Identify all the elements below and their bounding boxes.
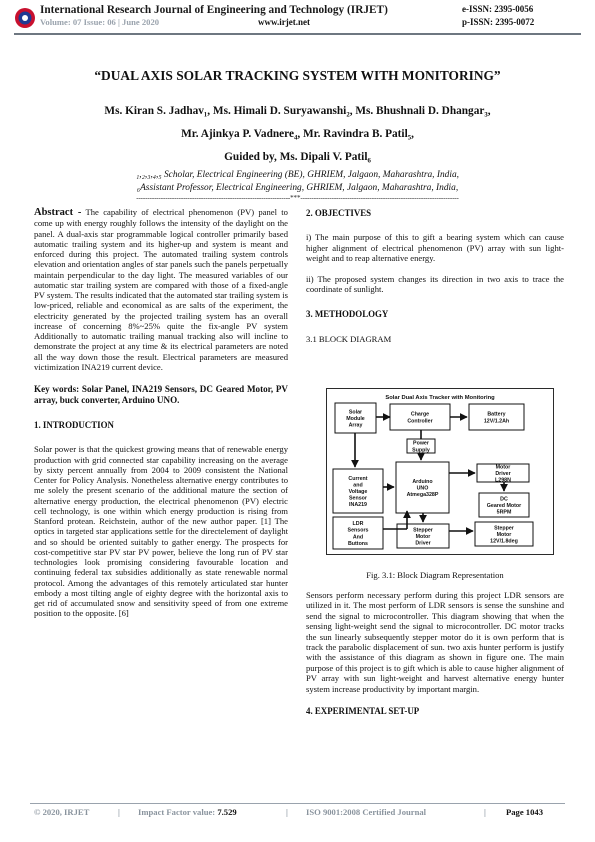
- block-label-stepper-motor: Stepper: [494, 525, 514, 532]
- footer-iso: ISO 9001:2008 Certified Journal: [306, 807, 427, 817]
- block-arduino: [396, 462, 449, 513]
- left-column: [34, 207, 288, 619]
- block-label-stepper-motor: 12V/1.8deg: [490, 538, 518, 545]
- footer-divider: [30, 803, 565, 804]
- block-dc-motor: [479, 493, 529, 517]
- right-column-top: [306, 208, 564, 344]
- block-label-charge: Charge: [410, 411, 430, 418]
- block-label-arduino: Atmega328P: [406, 492, 439, 499]
- block-ldr: [333, 517, 383, 549]
- right-column-bottom: [306, 559, 564, 716]
- abstract: [34, 207, 288, 372]
- authors-line-1: Ms. Kiran S. Jadhav₁, Ms. Himali D. Suryawanshi₂, Ms. Bhushnali D. Dhangar₃,: [104, 105, 491, 117]
- block-solar: [335, 403, 376, 433]
- footer-separator: |: [484, 807, 486, 817]
- block-label-solar: Solar: [348, 409, 363, 416]
- block-label-ldr: And: [352, 534, 364, 541]
- block-current: [333, 469, 383, 513]
- objective-2: ii) The proposed system changes its direction in two axis to trace the coordinate of sunlight.: [306, 274, 564, 295]
- block-charge: [390, 404, 450, 430]
- impact-value: 7.529: [217, 807, 237, 817]
- footer-separator: |: [118, 807, 120, 817]
- authors-line-2: Mr. Ajinkya P. Vadnere₄, Mr. Ravindra B. Patil₅,: [181, 128, 414, 140]
- block-battery: [469, 404, 524, 430]
- block-label-motor-driver: L298N: [495, 477, 511, 484]
- e-issn: e-ISSN: 2395-0056: [462, 4, 534, 14]
- block-label-motor-driver: Motor: [495, 464, 511, 471]
- abstract-text: The capability of electrical phenomenon (PV) panel to come up with energy roughly follows the intensity of the daylight on the panel. A dual-axis star programmable logical controller primarily based automatic trailing system and its higher-up and system is meant and enforced during this project. The automated trailing system controls elevation and orientation angles of star panels such the panels perpetually maintain perpendicular to the day light. The measured variables of our automatic star trailing system are compared with those of a fixed-angle PV system. The results indicated that the automated star trailing system is low-priced, reliable and economical as are salts of the experiment, the electricity generated by the projected trailing system has an overall increase of concerning 8%~25% quite the fix-angle PV system Additionally to automatic trailing manual tracking also will incline to demonstrate the project at any time & its electrical parameters are noted all the way down those the result. Electrical parameters are measured victimization INA219 current device.: [34, 207, 288, 372]
- block-label-current: and: [353, 482, 363, 489]
- figure-caption: Fig. 3.1: Block Diagram Representation: [366, 570, 504, 580]
- methodology-heading: 3. METHODOLOGY: [306, 308, 389, 319]
- block-motor-driver: [477, 464, 529, 484]
- block-label-current: Sensor: [349, 495, 367, 502]
- block-label-solar: Module: [346, 416, 365, 422]
- volume-issue: Volume: 07 Issue: 06 | June 2020: [40, 17, 160, 27]
- guide-line: Guided by, Ms. Dipali V. Patil₆: [224, 151, 371, 163]
- objectives-heading: 2. OBJECTIVES: [306, 208, 372, 218]
- block-label-dc-motor: Geared Motor: [486, 503, 522, 509]
- block-diagram-heading: 3.1 BLOCK DIAGRAM: [306, 333, 392, 344]
- block-label-current: Voltage: [348, 489, 368, 495]
- header-divider: [14, 33, 581, 35]
- footer-impact-factor: [138, 807, 237, 817]
- block-label-ldr: Buttons: [347, 540, 369, 547]
- block-label-current: INA219: [349, 502, 367, 509]
- block-stepper-motor: [475, 522, 533, 546]
- affiliation-2: ₆Assistant Professor, Electrical Engineering, GHRIEM, Jalgaon, Maharashtra, India,: [136, 183, 459, 193]
- block-label-ldr: LDR: [352, 521, 364, 528]
- block-label-arduino: UNO: [416, 485, 429, 492]
- block-diagram: [327, 389, 553, 554]
- irjet-logo: [14, 7, 36, 29]
- section-separator: ---------------------------------------------------------------------***-----------------------------------------------------------------------: [136, 194, 459, 202]
- abstract-label: Abstract -: [34, 207, 82, 218]
- block-label-power: Power: [413, 440, 429, 447]
- methodology-text: Sensors perform necessary perform during this project LDR sensors are utilized in it. The most perform of LDR sensors is sense the sunshine and send the signal to microcontroller. This diagram showing that when the sensing light-weight send the signal to microcontroller. DC motor tracks the sun linearly subsequently stepper motor do it is own perform that is track the parabolic displacement of sun. two axis hunter perform is justify with the assistance of this diagram as shown in figure one. The main purpose of this project is to gift which is able to cause higher alignment of PV array with sun light-weight and harvest alternative energy hunter system increase productivity by important margin.: [306, 590, 564, 694]
- block-diagram-figure: [326, 388, 554, 555]
- journal-title: International Research Journal of Engineering and Technology (IRJET): [40, 4, 388, 16]
- keywords: Key words: Solar Panel, INA219 Sensors, DC Geared Motor, PV array, buck converter, Arduino UNO.: [34, 384, 288, 405]
- block-label-current: Current: [348, 475, 368, 482]
- impact-label: Impact Factor value:: [138, 807, 218, 817]
- journal-website: www.irjet.net: [258, 17, 310, 27]
- footer-separator: |: [286, 807, 288, 817]
- block-power: [407, 439, 435, 453]
- affiliation-1: ₁,₂,₃,₄,₅ Scholar, Electrical Engineering (BE), GHRIEM, Jalgaon, Maharashtra, India,: [135, 170, 459, 180]
- p-issn: p-ISSN: 2395-0072: [462, 17, 535, 27]
- block-label-arduino: Arduino: [412, 478, 433, 485]
- block-label-battery: Battery: [487, 411, 506, 418]
- block-label-stepper-driver: Motor: [415, 534, 431, 540]
- block-label-stepper-driver: Driver: [415, 540, 431, 547]
- figure-title: Solar Dual Axis Tracker with Monitoring: [385, 395, 495, 401]
- block-label-charge: Controller: [407, 418, 433, 425]
- setup-heading: 4. EXPERIMENTAL SET-UP: [306, 706, 420, 717]
- block-label-battery: 12V/1.2Ah: [483, 418, 510, 425]
- block-label-ldr: Sensors: [347, 527, 369, 534]
- block-label-motor-driver: Driver: [495, 471, 511, 477]
- block-label-stepper-motor: Motor: [496, 532, 512, 538]
- footer-page-number: Page 1043: [506, 807, 543, 817]
- intro-text: Solar power is that the quickest growing means that of renewable energy production with grid connected star capability increasing on the average by sixty percent annually from 2004 to 2009 consistent the National Center for Policy Analysis. Nonetheless alternative energy contributes to me solely the present scenario of the additional mature the section of alternative energy production, the electrical phenomenon (PV) electric cell technology, is one within which energy production is rising from Stanford protean. Reichstein, author of the new author paper. [1] The optics in targeted star applications settle for the directelement of daylight and so should be oriented suitably to gather energy. The prospects for cost-competitive star PV star PV power, believe the long run of PV star technologies look promising considering favourable location and continuing federal tax subsidies additionally as state renewable normal protocol. Among the advantages of this remotely articulated star hunter embody a most tilting angle of eighty degree with the horizontal axis to get rid of accumulated snow and sensitivity speed of from one extreme position to the opposite. [6]: [34, 444, 288, 619]
- objective-1: i) The main purpose of this to gift a bearing system which can cause higher alignment of electrical phenomenon (PV) array with sun light-weight and to reap alternative energy.: [306, 232, 564, 263]
- block-label-power: Supply: [412, 447, 430, 454]
- block-label-dc-motor: 5RPM: [496, 509, 512, 516]
- block-stepper-driver: [397, 524, 449, 548]
- block-label-dc-motor: DC: [500, 496, 508, 503]
- intro-heading: 1. INTRODUCTION: [34, 420, 114, 430]
- footer-copyright: © 2020, IRJET: [34, 807, 90, 817]
- block-label-solar: Array: [348, 422, 363, 429]
- block-label-stepper-driver: Stepper: [413, 527, 433, 534]
- paper-title: “DUAL AXIS SOLAR TRACKING SYSTEM WITH MONITORING”: [94, 68, 501, 83]
